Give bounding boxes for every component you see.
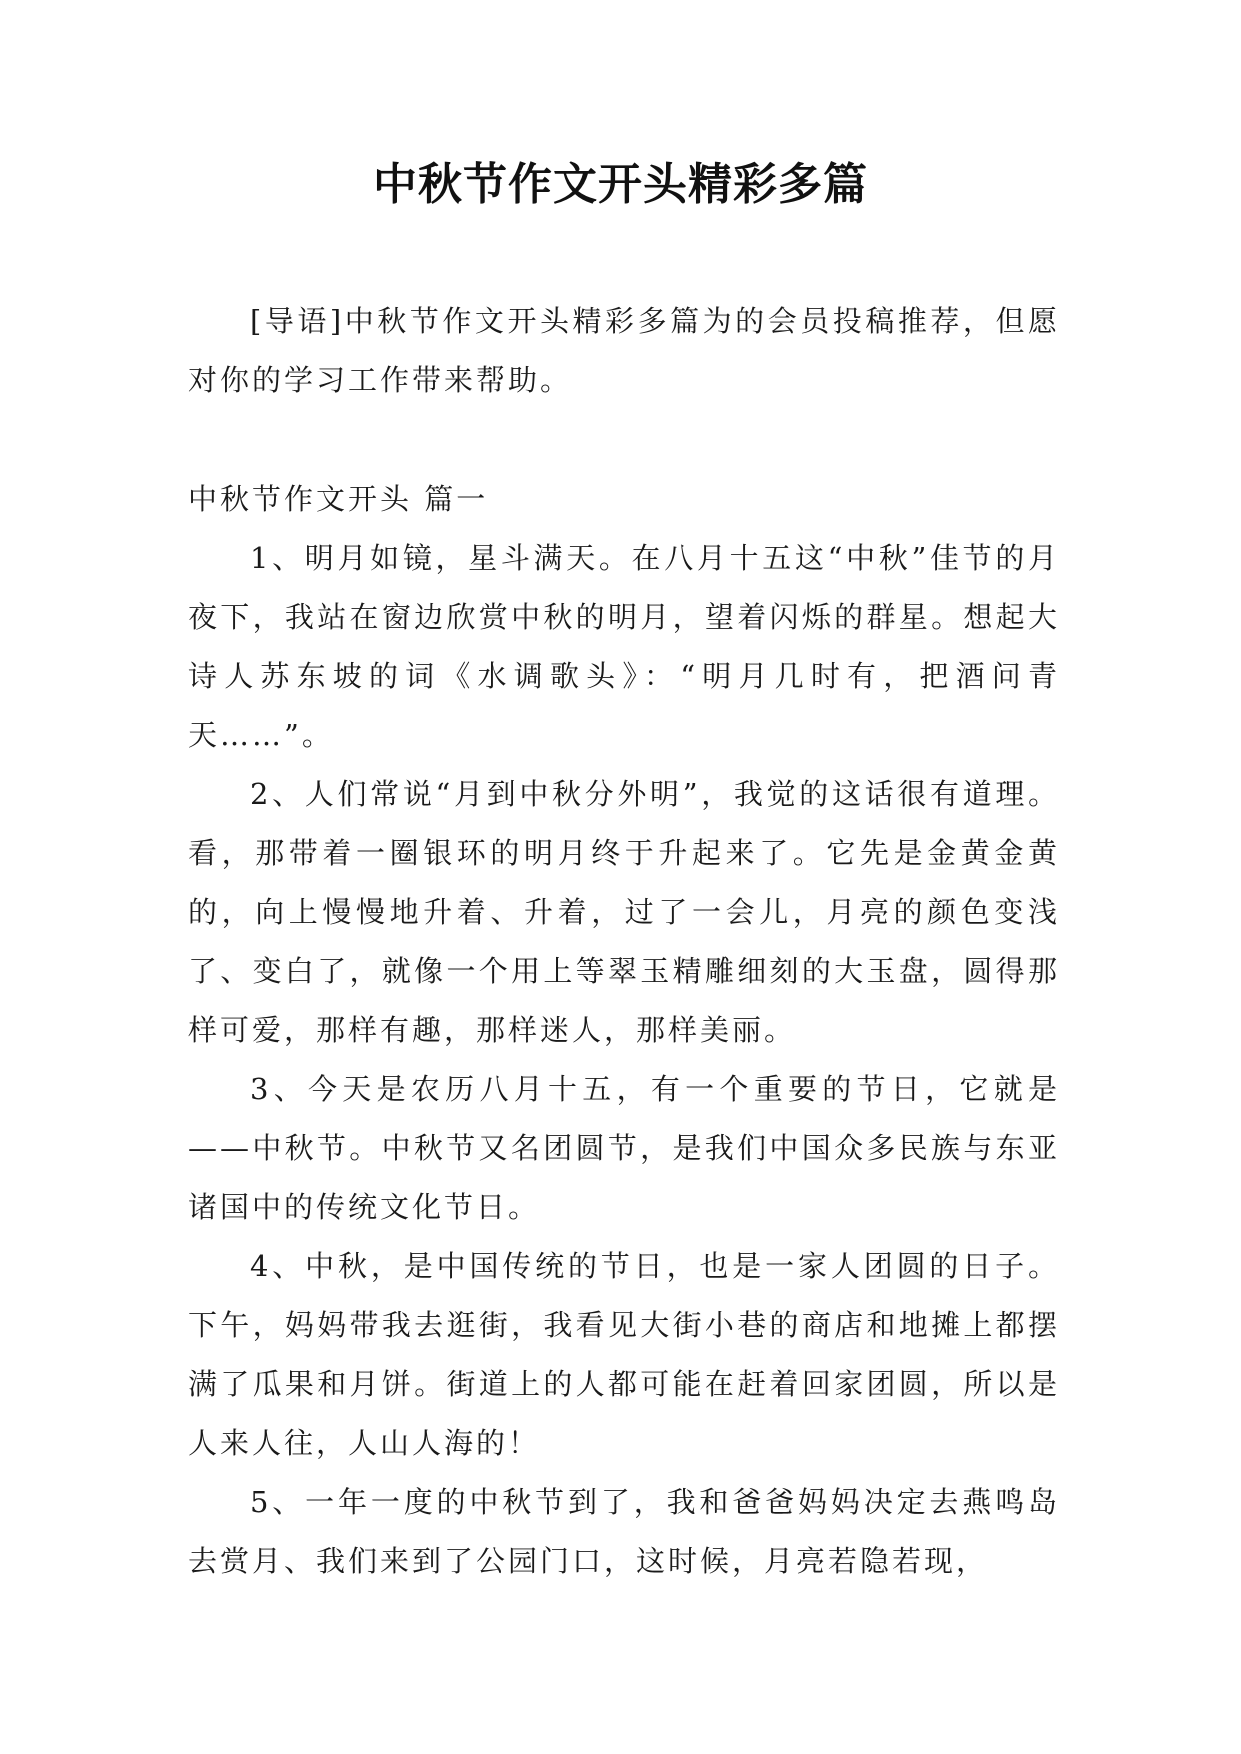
paragraph-5: 5、一年一度的中秋节到了，我和爸爸妈妈决定去燕鸣岛去赏月、我们来到了公园门口，这时候，月亮若隐若现， [188,1485,1060,1578]
paragraph-4: 4、中秋，是中国传统的节日，也是一家人团圆的日子。下午，妈妈带我去逛街，我看见大街小巷的商店和地摊上都摆满了瓜果和月饼。街道上的人都可能在赶着回家团圆，所以是人来人往，人山人海的！ [188,1249,1060,1460]
paragraph-3: 3、今天是农历八月十五，有一个重要的节日，它就是——中秋节。中秋节又名团圆节，是我们中国众多民族与东亚诸国中的传统文化节日。 [188,1072,1060,1224]
page-title: 中秋节作文开头精彩多篇 [373,159,868,210]
section-heading: 中秋节作文开头 篇一 [188,482,489,516]
paragraph-1: 1、明月如镜，星斗满天。在八月十五这“中秋”佳节的月夜下，我站在窗边欣赏中秋的明月，望着闪烁的群星。想起大诗人苏东坡的词《水调歌头》：“明月几时有，把酒问青天……”。 [188,541,1060,752]
paragraph-2: 2、人们常说“月到中秋分外明”，我觉的这话很有道理。看，那带着一圈银环的明月终于升起来了。它先是金黄金黄的，向上慢慢地升着、升着，过了一会儿，月亮的颜色变浅了、变白了，就像一个用上等翠玉精雕细刻的大玉盘，圆得那样可爱，那样有趣，那样迷人，那样美丽。 [188,777,1060,1047]
intro-paragraph: [导语]中秋节作文开头精彩多篇为的会员投稿推荐，但愿对你的学习工作带来帮助。 [188,304,1060,397]
document-body [188,292,1060,1591]
